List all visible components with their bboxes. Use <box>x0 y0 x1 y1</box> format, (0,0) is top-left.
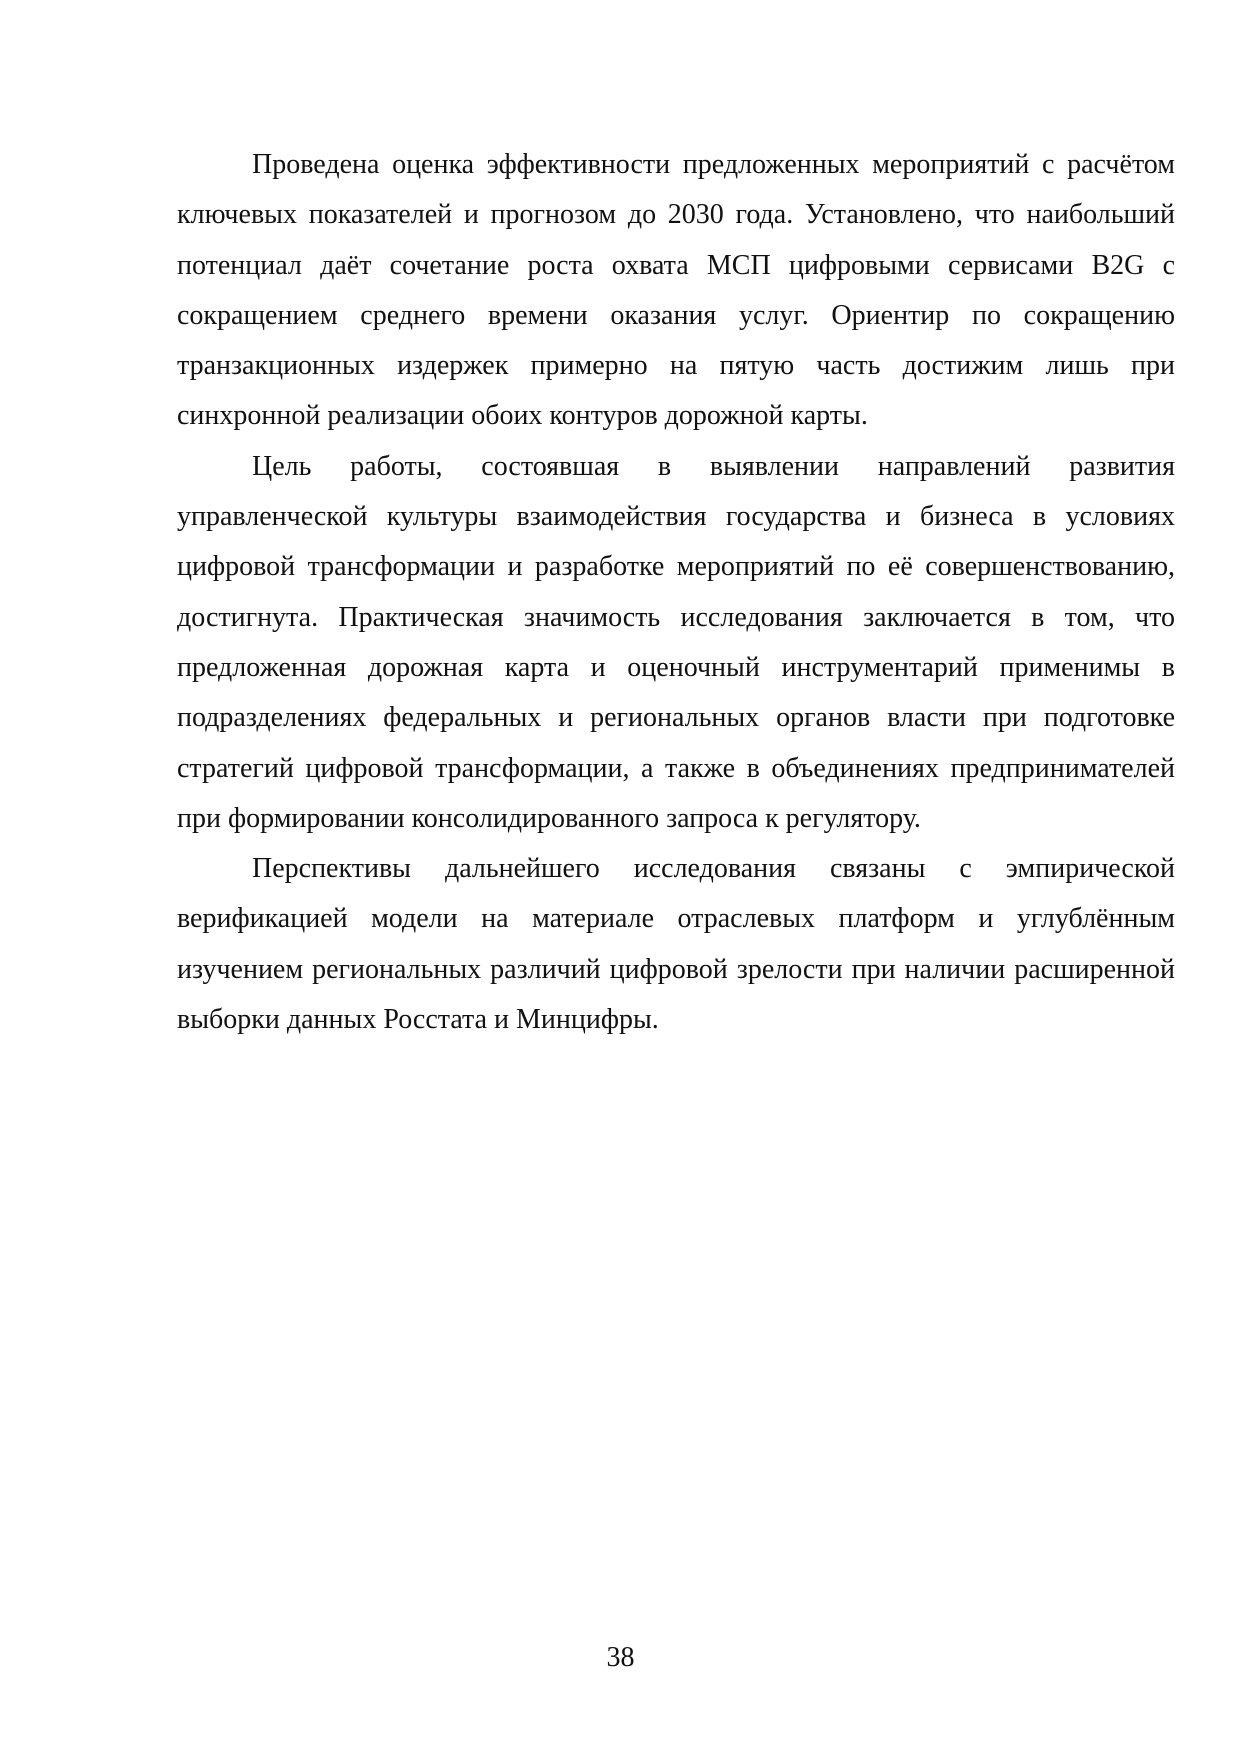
paragraph-research-prospects: Перспективы дальнейшего исследования связаны с эмпирической верификацией модели на материале отраслевых платформ и углублённым изучением региональных различий цифровой зрелости при наличии расширенной выборки данных Росстата и Минцифры. <box>177 853 1175 1036</box>
body-text <box>177 140 1175 1045</box>
paragraph-efficiency-assessment: Проведена оценка эффективности предложенных мероприятий с расчётом ключевых показателей и прогнозом до 2030 года. Установлено, что наибольший потенциал даёт сочетание роста охвата МСП цифровыми сервисами B2G с сокращением среднего времени оказания услуг. Ориентир по сокращению транзакционных издержек примерно на пятую часть достижим лишь при синхронной реализации обоих контуров дорожной карты. <box>177 149 1175 432</box>
page-number: 38 <box>606 1642 635 1673</box>
paragraph-research-goal: Цель работы, состоявшая в выявлении направлений развития управленческой культуры взаимодействия государства и бизнеса в условиях цифровой трансформации и разработке мероприятий по её совершенствованию, достигнута. Практическая значимость исследования заключается в том, что предложенная дорожная карта и оценочный инструментарий применимы в подразделениях федеральных и региональных органов власти при подготовке стратегий цифровой трансформации, а также в объединениях предпринимателей при формировании консолидированного запроса к регулятору. <box>177 450 1175 834</box>
